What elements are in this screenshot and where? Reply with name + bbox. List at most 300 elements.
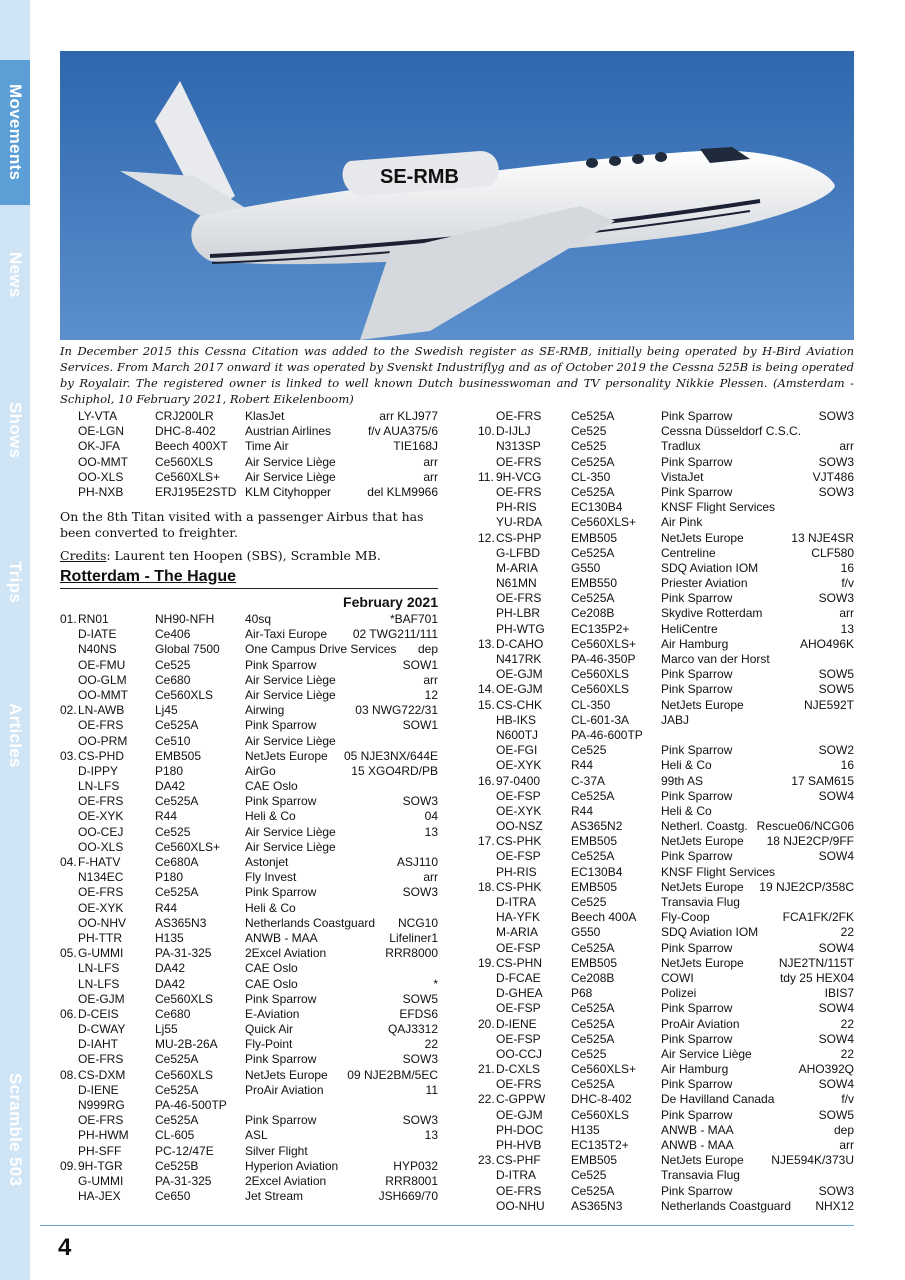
cell-op: ProAir Aviation	[661, 1016, 740, 1031]
cell-op: KNSF Flight Services	[661, 500, 776, 515]
cell-rem: 22	[424, 1037, 438, 1052]
cell-reg: OO-XLS	[78, 469, 124, 484]
cell-reg: OE-FRS	[78, 794, 124, 809]
table-row	[60, 658, 438, 673]
cell-type: Ce525A	[571, 484, 615, 499]
cell-type: Ce525A	[155, 718, 199, 733]
table-row	[478, 1092, 854, 1107]
cell-op: Air Pink	[661, 515, 703, 530]
table-row	[60, 840, 438, 855]
cell-rem: 13	[424, 824, 438, 839]
cell-type: Ce208B	[571, 970, 615, 985]
cell-op: NetJets Europe	[661, 530, 744, 545]
table-row	[60, 409, 438, 424]
cell-rem: QAJ3312	[387, 1022, 438, 1037]
cell-reg: G-LFBD	[496, 545, 541, 560]
cell-type: Ce525A	[571, 1031, 615, 1046]
cell-type: CL-350	[571, 697, 611, 712]
cell-reg: M-ARIA	[496, 925, 538, 940]
cell-rem: SOW5	[818, 1107, 854, 1122]
cell-rem: SOW4	[818, 1031, 854, 1046]
table-row	[60, 1068, 438, 1083]
cell-rem: arr	[839, 606, 854, 621]
cell-rem: JSH669/70	[378, 1189, 438, 1204]
cell-d: 16.	[478, 773, 495, 788]
cell-d: 23.	[478, 1153, 495, 1168]
cell-type: PC-12/47E	[155, 1143, 214, 1158]
cell-reg: OE-XYK	[496, 803, 542, 818]
cell-reg: OO-MMT	[78, 454, 128, 469]
sidebar-tab-shows[interactable]: Shows	[6, 401, 25, 459]
cell-reg: 9H-VCG	[496, 469, 542, 484]
cell-reg: HA-YFK	[496, 910, 541, 925]
cell-op: Pink Sparrow	[661, 849, 733, 864]
cell-rem: 18 NJE2CP/9FF	[766, 834, 854, 849]
cell-op: ANWB - MAA	[661, 1138, 734, 1152]
cell-d: 15.	[478, 697, 495, 712]
movements-table-left	[60, 612, 438, 1204]
cell-type: EC135P2+	[571, 621, 630, 636]
movements-table-right	[478, 409, 854, 1214]
cell-d: 02.	[60, 703, 77, 718]
cell-reg: PH-SFF	[78, 1143, 122, 1158]
cell-reg: LN-LFS	[78, 961, 120, 976]
cell-type: AS365N3	[155, 915, 207, 930]
table-row	[60, 901, 438, 916]
cell-reg: OE-FRS	[496, 1077, 542, 1092]
cell-op: COWI	[661, 970, 694, 985]
table-row	[478, 409, 854, 424]
table-row	[478, 728, 854, 743]
cell-type: Beech 400XT	[155, 439, 228, 454]
cell-type: R44	[571, 758, 594, 773]
cell-op: JABJ	[661, 712, 690, 727]
cell-op: Air Service Liège	[245, 469, 336, 484]
cell-type: Ce406	[155, 627, 191, 642]
cell-d: 17.	[478, 834, 495, 849]
cell-type: EC130B4	[571, 500, 623, 515]
cell-rem: SOW3	[402, 885, 438, 900]
section-sidebar	[0, 0, 30, 1280]
cell-type: P180	[155, 870, 184, 885]
cell-reg: HB-IKS	[496, 712, 537, 727]
cell-op: KNSF Flight Services	[661, 864, 776, 879]
cell-reg: D-IATE	[78, 627, 117, 642]
cell-op: Austrian Airlines	[245, 424, 332, 439]
cell-reg: OO-XLS	[78, 839, 124, 854]
cell-type: Ce525A	[571, 1077, 615, 1092]
table-row	[478, 591, 854, 606]
table-row	[60, 977, 438, 992]
cell-op: NetJets Europe	[661, 1153, 744, 1168]
cell-type: Ce560XLS+	[155, 839, 221, 854]
cell-reg: N313SP	[496, 439, 541, 454]
cell-type: Ce525	[571, 439, 607, 454]
cell-rem: 16	[840, 758, 854, 773]
table-row	[478, 546, 854, 561]
cell-type: G550	[571, 560, 601, 575]
cell-rem: 15 XGO4RD/PB	[351, 763, 438, 778]
cell-type: Ce525A	[571, 1016, 615, 1031]
cell-type: Ce525A	[571, 591, 615, 606]
cell-op: Air-Taxi Europe	[245, 627, 328, 642]
cell-reg: D-IPPY	[78, 763, 119, 778]
table-row	[478, 1199, 854, 1214]
table-row	[478, 667, 854, 682]
cell-rem: Rescue06/NCG06	[756, 819, 854, 834]
cell-op: Astonjet	[245, 855, 289, 869]
cell-type: NH90-NFH	[155, 612, 215, 626]
cell-rem: arr	[423, 469, 438, 484]
cell-op: Air Service Liège	[245, 733, 336, 748]
cell-d: 09.	[60, 1158, 77, 1173]
cell-reg: OE-FSP	[496, 940, 541, 955]
cell-reg: PH-DOC	[496, 1122, 544, 1137]
table-row	[60, 764, 438, 779]
cell-reg: OE-GJM	[496, 1107, 543, 1122]
cell-type: DA42	[155, 976, 186, 991]
cell-reg: OE-FGI	[496, 743, 538, 758]
sidebar-tab-scramble-issue[interactable]: Scramble 503	[6, 1073, 25, 1187]
table-row	[478, 758, 854, 773]
table-row	[60, 946, 438, 961]
cell-reg: OO-CEJ	[78, 824, 124, 839]
cell-type: Lj45	[155, 703, 178, 718]
cell-reg: M-ARIA	[496, 560, 538, 575]
cell-type: PA-46-600TP	[571, 727, 643, 742]
cell-op: Quick Air	[245, 1022, 294, 1037]
table-row	[478, 637, 854, 652]
cell-op: Pink Sparrow	[661, 1107, 733, 1122]
cell-rem: SOW1	[402, 718, 438, 733]
cell-reg: OE-XYK	[496, 758, 542, 773]
cell-op: Jet Stream	[245, 1189, 304, 1204]
cell-rem: f/v	[841, 576, 854, 591]
cell-rem: VJT486	[812, 469, 854, 484]
cell-rem: 11	[425, 1082, 438, 1097]
tail-registration-text: SE-RMB	[380, 166, 459, 188]
table-row	[60, 1144, 438, 1159]
table-row	[60, 424, 438, 439]
sidebar-tab-movements[interactable]: Movements	[0, 60, 30, 205]
cell-type: Ce208B	[571, 606, 615, 621]
cell-reg: D-IAHT	[78, 1037, 118, 1052]
cell-type: PA-46-500TP	[155, 1098, 227, 1112]
cell-rem: NCG10	[397, 915, 438, 930]
cell-type: Lj55	[155, 1022, 178, 1037]
table-row	[478, 713, 854, 728]
table-row	[60, 1189, 438, 1204]
cell-type: Ce525	[571, 743, 607, 758]
cell-reg: PH-NXB	[78, 484, 124, 499]
cell-reg: 97-0400	[496, 773, 541, 788]
table-row	[478, 789, 854, 804]
cell-reg: OK-JFA	[78, 439, 121, 454]
cell-type: Ce525B	[155, 1158, 199, 1173]
cell-d: 14.	[478, 682, 495, 697]
cell-type: Ce560XLS	[571, 682, 630, 697]
cell-reg: LN-LFS	[78, 779, 120, 794]
cell-type: Ce525A	[571, 545, 615, 560]
cell-type: Ce525A	[571, 409, 615, 423]
cell-rem: arr	[423, 870, 438, 885]
cell-op: Heli & Co	[245, 809, 296, 824]
cell-type: EMB505	[155, 748, 202, 763]
cell-type: G550	[571, 925, 601, 940]
table-row	[478, 834, 854, 849]
table-row	[478, 1123, 854, 1138]
cell-rem: NJE594K/373U	[771, 1153, 854, 1168]
cell-op: Pink Sparrow	[661, 591, 733, 606]
cell-type: Ce560XLS+	[155, 469, 221, 484]
table-row	[478, 956, 854, 971]
cell-reg: G-UMMI	[78, 946, 124, 961]
cell-op: KlasJet	[245, 409, 285, 423]
table-row	[60, 642, 438, 657]
cell-d: 01.	[60, 612, 77, 626]
table-row	[60, 455, 438, 470]
cell-reg: OE-XYK	[78, 900, 124, 915]
cell-op: Pink Sparrow	[245, 794, 317, 809]
cell-op: Pink Sparrow	[661, 1031, 733, 1046]
cell-reg: D-IJLJ	[496, 424, 531, 439]
cell-rem: SOW3	[402, 794, 438, 809]
cell-type: DA42	[155, 961, 186, 976]
cell-type: Ce560XLS	[571, 667, 630, 682]
cell-type: Ce525	[571, 895, 607, 909]
cell-reg: N600TJ	[496, 727, 539, 742]
cell-reg: OE-FRS	[496, 409, 542, 423]
cell-reg: OE-FMU	[78, 657, 126, 672]
cell-type: Ce525A	[155, 885, 199, 900]
cell-type: EMB505	[571, 879, 618, 894]
table-row	[478, 698, 854, 713]
cell-rem: 04	[424, 809, 438, 824]
table-row	[478, 424, 854, 439]
cell-reg: PH-HWM	[78, 1128, 129, 1143]
cell-reg: PH-WTG	[496, 621, 545, 636]
cell-reg: OE-FRS	[78, 885, 124, 900]
table-row	[60, 885, 438, 900]
cell-op: ANWB - MAA	[661, 1122, 734, 1137]
cell-op: Fly-Point	[245, 1037, 293, 1052]
titan-note: On the 8th Titan visited with a passenger Airbus that has been converted to freighter.	[60, 509, 424, 540]
cell-op: Transavia Flug	[661, 895, 740, 909]
cell-rem: f/v	[841, 1092, 854, 1107]
cell-d: 05.	[60, 946, 77, 961]
cell-op: Air Service Liège	[245, 672, 336, 687]
cell-reg: D-GHEA	[496, 986, 543, 1001]
cell-reg: F-HATV	[78, 855, 121, 869]
cessna-citation-illustration	[60, 51, 854, 340]
cell-op: Pink Sparrow	[661, 788, 733, 803]
cell-reg: D-ITRA	[496, 1168, 536, 1183]
sidebar-tab-news[interactable]: News	[6, 252, 25, 298]
cell-type: EC135T2+	[571, 1138, 629, 1152]
cell-reg: RN01	[78, 612, 109, 626]
table-row	[478, 455, 854, 470]
cell-d: 22.	[478, 1092, 495, 1107]
sidebar-tab-trips[interactable]: Trips	[6, 561, 25, 604]
cell-rem: SOW4	[818, 1077, 854, 1092]
cell-op: NetJets Europe	[661, 834, 744, 849]
cell-rem: 16	[840, 560, 854, 575]
cell-op: ASL	[245, 1128, 268, 1143]
cell-type: P68	[571, 986, 593, 1001]
cell-reg: LN-AWB	[78, 703, 125, 718]
cell-rem: SOW3	[818, 1183, 854, 1198]
cell-type: Global 7500	[155, 642, 220, 657]
table-row	[60, 1022, 438, 1037]
table-row	[478, 1077, 854, 1092]
table-row	[478, 865, 854, 880]
cell-type: Ce525A	[571, 940, 615, 955]
table-row	[60, 703, 438, 718]
cell-reg: CS-DXM	[78, 1067, 126, 1082]
cell-op: Polizei	[661, 986, 697, 1001]
cell-type: Ce560XLS+	[571, 636, 637, 651]
cell-type: Ce560XLS	[155, 687, 214, 702]
cell-reg: N40NS	[78, 642, 117, 657]
cell-rem: *BAF701	[389, 612, 438, 626]
cell-op: Pink Sparrow	[245, 1052, 317, 1067]
table-row	[478, 515, 854, 530]
cell-reg: OE-FRS	[496, 484, 542, 499]
cell-reg: YU-RDA	[496, 515, 543, 530]
cell-op: One Campus Drive Services	[245, 642, 397, 657]
cell-type: Ce525A	[155, 1113, 199, 1128]
cell-reg: OO-CCJ	[496, 1046, 542, 1061]
table-row	[478, 971, 854, 986]
table-row	[60, 485, 438, 500]
table-row	[478, 941, 854, 956]
cell-type: Ce525A	[155, 1052, 199, 1067]
table-row	[478, 1108, 854, 1123]
cell-rem: arr KLJ977	[379, 409, 438, 423]
cell-op: Pink Sparrow	[661, 667, 733, 682]
cell-reg: OE-FSP	[496, 1031, 541, 1046]
cell-rem: 13	[424, 1128, 438, 1143]
cell-type: Ce525	[155, 824, 191, 839]
cell-reg: D-CAHO	[496, 636, 544, 651]
cell-type: ERJ195E2STD	[155, 484, 237, 499]
cell-reg: OO-PRM	[78, 733, 128, 748]
cell-type: CL-605	[155, 1128, 195, 1143]
cell-type: Ce525A	[571, 454, 615, 469]
cell-op: Pink Sparrow	[661, 454, 733, 469]
cell-d: 03.	[60, 748, 77, 763]
cell-type: Ce525A	[571, 1183, 615, 1198]
cell-op: 2Excel Aviation	[245, 1173, 327, 1188]
cell-rem: f/v AUA375/6	[367, 424, 438, 439]
cell-rem: RRR8000	[385, 946, 438, 961]
cell-rem: SOW3	[402, 1113, 438, 1128]
cell-d: 19.	[478, 955, 495, 970]
cell-op: Pink Sparrow	[661, 409, 733, 423]
movements-table-top	[60, 409, 438, 500]
cell-op: CAE Oslo	[245, 961, 298, 976]
cell-type: EMB505	[571, 530, 618, 545]
table-row	[478, 561, 854, 576]
cell-op: E-Aviation	[245, 1006, 300, 1021]
cell-reg: G-UMMI	[78, 1173, 124, 1188]
cell-reg: CS-PHK	[496, 879, 542, 894]
table-row	[60, 779, 438, 794]
cell-rem: SOW3	[818, 454, 854, 469]
cell-type: R44	[155, 900, 178, 915]
table-row	[478, 1168, 854, 1183]
sidebar-tab-articles[interactable]: Articles	[6, 702, 25, 768]
cell-op: KLM Cityhopper	[245, 484, 332, 499]
cell-op: Pink Sparrow	[245, 1113, 317, 1128]
cell-d: 18.	[478, 879, 495, 894]
cell-reg: OE-FRS	[78, 1113, 124, 1128]
cell-op: NetJets Europe	[245, 748, 328, 763]
cell-rem: SOW4	[818, 849, 854, 864]
table-row	[478, 485, 854, 500]
cell-op: Pink Sparrow	[661, 682, 733, 697]
cell-type: Ce510	[155, 733, 191, 748]
cell-rem: SOW5	[402, 991, 438, 1006]
cell-rem: 22	[840, 925, 854, 940]
cell-op: Time Air	[245, 439, 289, 454]
cell-op: CAE Oslo	[245, 976, 298, 991]
table-row	[478, 1047, 854, 1062]
cell-type: CL-350	[571, 469, 611, 484]
page-number: 4	[58, 1234, 72, 1261]
cell-type: EMB505	[571, 834, 618, 849]
cell-rem: AHO392Q	[798, 1062, 854, 1077]
cell-type: Ce525A	[571, 788, 615, 803]
table-row	[478, 500, 854, 515]
cell-type: Ce560XLS	[155, 1067, 214, 1082]
cell-reg: CS-PHF	[496, 1153, 541, 1168]
cell-reg: OE-FRS	[496, 591, 542, 606]
cell-op: Air Service Liège	[245, 824, 336, 839]
cell-reg: D-CWAY	[78, 1022, 126, 1037]
table-row	[60, 749, 438, 764]
cell-rem: tdy 25 HEX04	[779, 970, 854, 985]
cell-rem: 17 SAM615	[791, 773, 854, 788]
cell-op: Priester Aviation	[661, 576, 748, 591]
table-row	[478, 910, 854, 925]
cell-reg: 9H-TGR	[78, 1158, 123, 1173]
cell-type: P180	[155, 763, 184, 778]
cell-d: 04.	[60, 855, 77, 869]
cell-reg: C-GPPW	[496, 1092, 546, 1107]
cell-op: Pink Sparrow	[245, 718, 317, 733]
cell-reg: CS-PHP	[496, 530, 542, 545]
cell-type: EMB550	[571, 576, 618, 591]
cell-rem: TIE168J	[393, 439, 438, 454]
cell-rem: CLF580	[811, 545, 854, 560]
cell-op: Pink Sparrow	[245, 657, 317, 672]
cell-type: Ce560XLS+	[571, 1062, 637, 1077]
table-row	[60, 688, 438, 703]
cell-op: NetJets Europe	[661, 697, 744, 712]
cell-type: CRJ200LR	[155, 409, 214, 423]
cell-op: Heli & Co	[661, 758, 712, 773]
cell-rem: EFDS6	[399, 1006, 438, 1021]
cell-type: R44	[571, 803, 594, 818]
cell-rem: AHO496K	[799, 636, 854, 651]
cell-reg: OO-MMT	[78, 687, 128, 702]
table-row	[60, 1174, 438, 1189]
cell-reg: OE-FRS	[496, 1183, 542, 1198]
cell-reg: OO-NHV	[78, 915, 126, 930]
cell-reg: N417RK	[496, 652, 542, 666]
cell-type: DHC-8-402	[155, 424, 216, 439]
